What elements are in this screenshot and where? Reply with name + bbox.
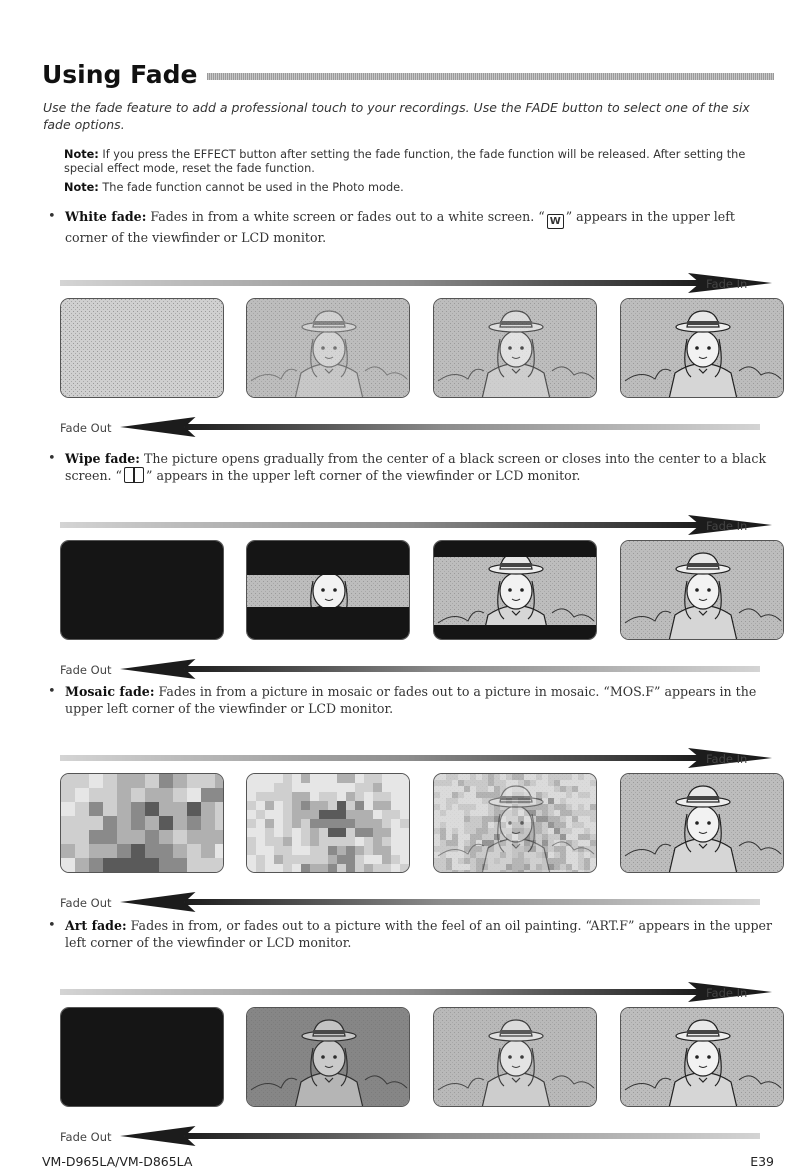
note-effect xyxy=(64,148,774,176)
fade-frame xyxy=(620,540,784,640)
frame-illustration xyxy=(434,299,597,398)
fade-in-label: Fade In xyxy=(706,752,748,766)
fade-text: ” appears in the upper left corner of the viewfinder or LCD monitor. xyxy=(146,468,581,483)
fade-frame xyxy=(620,773,784,873)
fade-frame xyxy=(60,298,224,398)
fade-frame xyxy=(620,298,784,398)
fade-in-label: Fade In xyxy=(706,519,748,533)
fade-description xyxy=(48,208,774,246)
fade-name: Wipe fade: xyxy=(65,451,140,466)
note-label: Note: xyxy=(64,181,99,194)
fade-name: Art fade: xyxy=(65,918,127,933)
frame-illustration xyxy=(61,541,224,640)
fade-out-arrow xyxy=(120,1125,760,1147)
bullet-icon: • xyxy=(48,918,56,933)
fade-frame xyxy=(60,773,224,873)
bullet-icon: • xyxy=(48,684,56,699)
fade-in-arrow xyxy=(60,514,772,536)
frame-illustration xyxy=(61,299,224,398)
fade-text: The picture opens gradually from the center of a black screen or closes into the center to a black screen. “ xyxy=(65,451,767,483)
fade-out-arrow xyxy=(120,416,760,438)
fade-frame xyxy=(620,1007,784,1107)
fade-frame xyxy=(433,1007,597,1107)
frame-illustration xyxy=(247,1008,410,1107)
fade-out-label: Fade Out xyxy=(60,896,112,910)
frame-illustration xyxy=(61,774,224,873)
note-text: The fade function cannot be used in the Photo mode. xyxy=(102,181,404,194)
note-text: If you press the EFFECT button after setting the fade function, the fade function will be released. After setting the special effect mode, reset the fade function. xyxy=(64,148,746,175)
frame-illustration xyxy=(621,299,784,398)
note-photo xyxy=(64,181,774,195)
fade-in-arrow xyxy=(60,981,772,1003)
wipe-fade-icon xyxy=(124,467,144,483)
fade-text: Fades in from a white screen or fades out to a white screen. “ xyxy=(150,209,545,224)
frame-illustration xyxy=(247,774,410,873)
fade-frame xyxy=(60,1007,224,1107)
fade-out-arrow xyxy=(120,891,760,913)
fade-in-arrow xyxy=(60,747,772,769)
model-number: VM-D965LA/VM-D865LA xyxy=(42,1154,193,1169)
frame-illustration xyxy=(621,1008,784,1107)
white-fade-icon: W xyxy=(547,214,564,229)
fade-in-label: Fade In xyxy=(706,986,748,1000)
frame-illustration xyxy=(434,541,597,640)
page-footer xyxy=(42,1154,774,1169)
bullet-icon: • xyxy=(48,451,56,466)
page-heading xyxy=(42,56,774,90)
fade-frame xyxy=(433,773,597,873)
frame-illustration xyxy=(434,1008,597,1107)
fade-name: White fade: xyxy=(65,209,147,224)
frame-illustration xyxy=(621,541,784,640)
page-number: E39 xyxy=(750,1154,774,1169)
frame-illustration xyxy=(247,541,410,640)
fade-out-label: Fade Out xyxy=(60,1130,112,1144)
note-label: Note: xyxy=(64,148,99,161)
intro-text: Use the fade feature to add a professional touch to your recordings. Use the FADE button to select one of the six fade options. xyxy=(43,100,750,132)
fade-text: Fades in from a picture in mosaic or fades out to a picture in mosaic. “MOS.F” appears in the upper left corner of the viewfinder or LCD monitor. xyxy=(65,684,757,716)
fade-out-label: Fade Out xyxy=(60,421,112,435)
title-rule xyxy=(207,73,774,80)
fade-out-label: Fade Out xyxy=(60,663,112,677)
fade-description xyxy=(48,683,774,717)
fade-frame xyxy=(246,1007,410,1107)
fade-name: Mosaic fade: xyxy=(65,684,155,699)
frame-illustration xyxy=(621,774,784,873)
frame-illustration xyxy=(247,299,410,398)
fade-text: ” appears in the upper left corner of the viewfinder or LCD monitor. xyxy=(65,209,735,245)
fade-frame xyxy=(246,298,410,398)
fade-frame xyxy=(246,773,410,873)
frame-illustration xyxy=(61,1008,224,1107)
fade-text: Fades in from, or fades out to a picture with the feel of an oil painting. “ART.F” appears in the upper left corner of the viewfinder or LCD monitor. xyxy=(65,918,773,950)
fade-description xyxy=(48,917,774,951)
frame-illustration xyxy=(434,774,597,873)
fade-in-arrow xyxy=(60,272,772,294)
fade-frame xyxy=(433,298,597,398)
fade-frame xyxy=(246,540,410,640)
fade-frame xyxy=(433,540,597,640)
fade-description xyxy=(48,450,774,484)
fade-frame xyxy=(60,540,224,640)
fade-out-arrow xyxy=(120,658,760,680)
fade-in-label: Fade In xyxy=(706,277,748,291)
page-title: Using Fade xyxy=(42,60,198,89)
bullet-icon: • xyxy=(48,209,56,224)
